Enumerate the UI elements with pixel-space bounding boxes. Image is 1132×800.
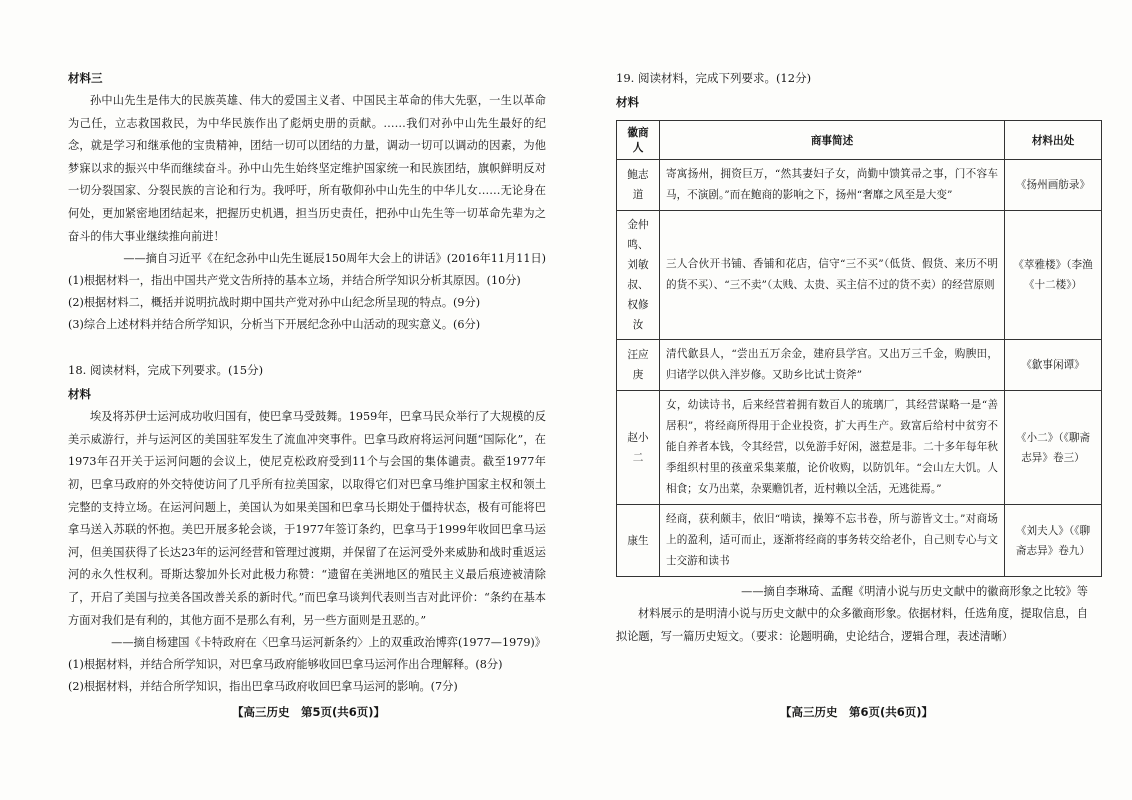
question-18-1: (1)根据材料，并结合所学知识，对巴拿马政府能够收回巴拿马运河作出合理解释。(8分): [68, 658, 503, 672]
merchant-source: 《扬州画舫录》: [1005, 160, 1102, 211]
merchant-source: 《小二》（《聊斋志异》卷三）: [1005, 391, 1102, 505]
header-merchant: 徽商人: [617, 121, 660, 160]
header-description: 商事简述: [660, 121, 1005, 160]
merchant-source: 《刘夫人》（《聊斋志异》卷九）: [1005, 505, 1102, 577]
merchant-description: 经商，获利颇丰，依旧“啃读，操筹不忘书卷，所与游皆文士。”对商场上的盈利，适可而止，逐渐将经商的事务转交给老仆，自己则专心与文士交游和读书: [660, 505, 1005, 577]
question-18-material-body: 埃及将苏伊士运河成功收归国有，使巴拿马受鼓舞。1959年，巴拿马民众举行了大规模的反美示威游行，并与运河区的美国驻军发生了流血冲突事件。巴拿马政府将运河问题“国际化”，在1973年召开关于运河问题的会议上，使尼克松政府受到11个与会国的集体谴责。截至1977年初，巴拿马政府的外交特使访问了几乎所有拉美国家，以取得它们对巴拿马维护国家主权和领土完整的支持立场。在运河问题上，美国认为如果美国和巴拿马长期处于僵持状态，极有可能将巴拿马送入苏联的怀抱。美巴开展多轮会谈，于1977年签订条约，巴拿马于1999年收回巴拿马运河，但美国获得了长达23年的运河经营和管理过渡期，并保留了在运河受外来威胁和战时重返运河的永久性权利。哥斯达黎加外长对此极力称赞：“遗留在美洲地区的殖民主义最后痕迹被清除了，开启了美国与拉美各国改善关系的新时代。”而巴拿马谈判代表则当吉对此评价：“条约在基本方面对我们是有利的，其他方面不是那么有利，另一些方面则是丑恶的。”: [68, 410, 546, 627]
merchant-name: 鲍志道: [617, 160, 660, 211]
table-source: ——摘自李琳琦、孟醒《明清小说与历史文献中的徽商形象之比较》等: [741, 585, 1088, 598]
page-6-footer: 【高三历史 第6页(共6页)】: [780, 705, 934, 719]
merchant-name: 赵小二: [617, 391, 660, 505]
question-17-3: (3)综合上述材料并结合所学知识，分析当下开展纪念孙中山活动的现实意义。(6分): [68, 318, 481, 332]
merchant-source: 《萃雅楼》（李渔《十二楼》）: [1005, 211, 1102, 340]
material-3-title: 材料三: [68, 71, 103, 85]
question-19-heading: 19. 阅读材料，完成下列要求。(12分): [616, 71, 812, 85]
merchant-description: 女，幼读诗书，后来经营着拥有数百人的琉璃厂，其经营谋略一是“善居积”，将经商所得用于企业投资，扩大再生产。致富后给村中贫穷不能自养者本钱，令其经营，以免游手好闲，滋惹是非。二十多年每年秋季组织村里的孩童采集莱菔，论价收购，以防饥年。“会山左大饥。人相食；女乃出菜，杂粟赡饥者，近村赖以全活，无逃徙焉。”: [660, 391, 1005, 505]
table-header-row: [617, 121, 1102, 160]
table-row: [617, 160, 1102, 211]
table-row: [617, 340, 1102, 391]
merchant-name: 金仲鸣、刘敏叔、权修汝: [617, 211, 660, 340]
table-row: [617, 505, 1102, 577]
question-18-heading: 18. 阅读材料，完成下列要求。(15分): [68, 363, 264, 378]
page-5-footer: 【高三历史 第5页(共6页)】: [232, 705, 386, 719]
question-18-material-label: 材料: [68, 387, 91, 402]
header-source: 材料出处: [1005, 121, 1102, 160]
question-18-source: ——摘自杨建国《卡特政府在〈巴拿马运河新条约〉上的双重政治博弈(1977—1979)》: [111, 636, 546, 650]
table-row: [617, 211, 1102, 340]
merchant-table: [616, 120, 1102, 577]
merchant-description: 清代歙县人，“尝出五万余金，建府县学宫。又出万三千金，购腴田，归诸学以供入泮岁修。又助乡比试士资斧”: [660, 340, 1005, 391]
merchant-description: 三人合伙开书铺、香铺和花店，信守“三不买”（低货、假货、来历不明的货不买）、“三不卖”（太贱、太贵、买主信不过的货不卖）的经营原则: [660, 211, 1005, 340]
merchant-name: 康生: [617, 505, 660, 577]
question-19-task: 材料展示的是明清小说与历史文献中的众多徽商形象。依据材料，任选角度，提取信息，自拟论题，写一篇历史短文。（要求：论题明确，史论结合，逻辑合理，表述清晰）: [616, 607, 1088, 643]
material-3-source: ——摘自习近平《在纪念孙中山先生诞辰150周年大会上的讲话》(2016年11月11日): [123, 252, 546, 266]
left-page: [68, 66, 546, 698]
right-page: [616, 66, 1093, 648]
merchant-description: 寄寓扬州，拥资巨万，“然其妻妇子女，尚勤中馈箕帚之事，门不容车马，不演剧。”而在鲍商的影响之下，扬州“奢靡之风至是大变”: [660, 160, 1005, 211]
question-19-material-label: 材料: [616, 95, 639, 109]
question-17-1: (1)根据材料一，指出中国共产党文告所持的基本立场，并结合所学知识分析其原因。(10分): [68, 274, 521, 288]
question-17-2: (2)根据材料二，概括并说明抗战时期中国共产党对孙中山纪念所呈现的特点。(9分): [68, 296, 481, 310]
question-18-2: (2)根据材料，并结合所学知识，指出巴拿马政府收回巴拿马运河的影响。(7分): [68, 680, 458, 694]
material-3-body: 孙中山先生是伟大的民族英雄、伟大的爱国主义者、中国民主革命的伟大先驱，一生以革命为己任，立志救国救民，为中华民族作出了彪炳史册的贡献。……我们对孙中山先生最好的纪念，就是学习和继承他的宝贵精神，团结一切可以团结的力量，调动一切可以调动的因素，为他梦寐以求的振兴中华而继续奋斗。孙中山先生始终坚定维护国家统一和民族团结，旗帜鲜明反对一切分裂国家、分裂民族的言论和行为。我呼吁，所有敬仰孙中山先生的中华儿女……无论身在何处，更加紧密地团结起来，把握历史机遇，担当历史责任，把孙中山先生等一切革命先辈为之奋斗的伟大事业继续推向前进！: [68, 94, 546, 243]
table-row: [617, 391, 1102, 505]
merchant-source: 《歙事闲谭》: [1005, 340, 1102, 391]
merchant-name: 汪应庚: [617, 340, 660, 391]
